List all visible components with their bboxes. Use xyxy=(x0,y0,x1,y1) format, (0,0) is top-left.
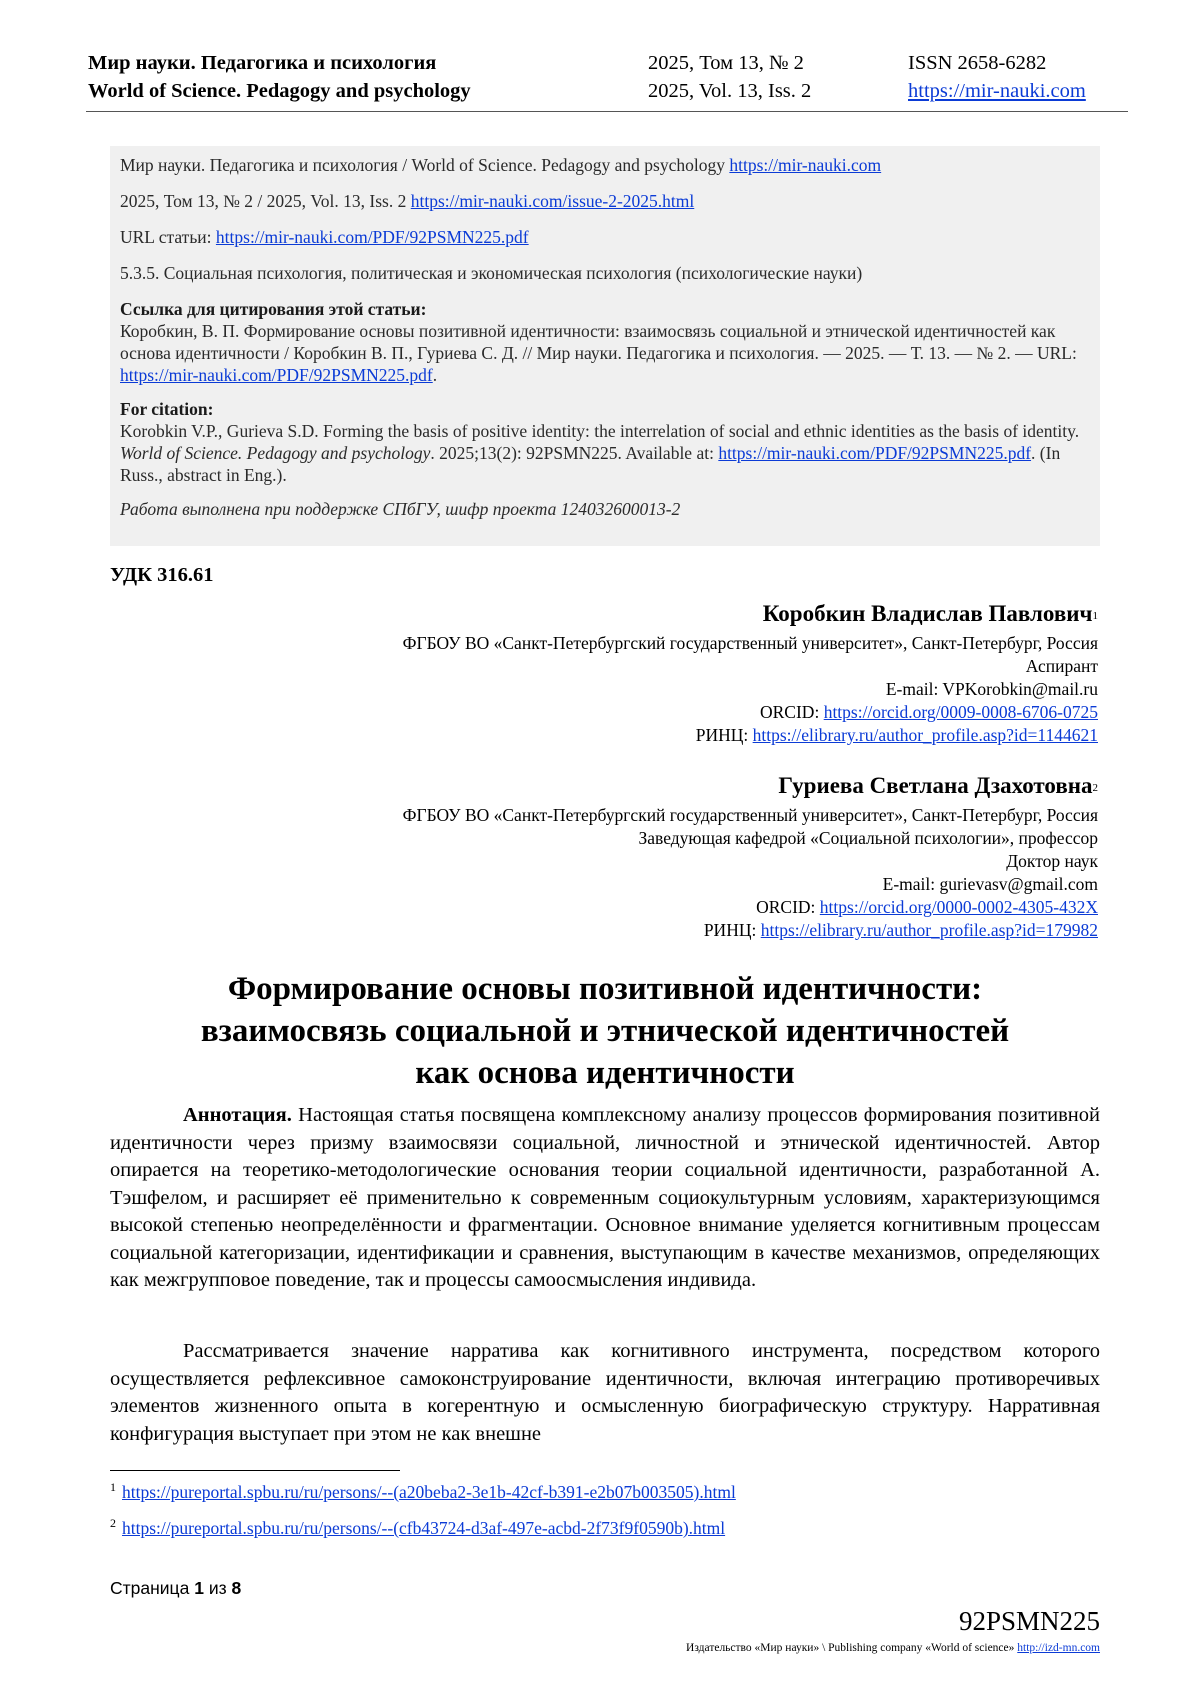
publisher-line: Издательство «Мир науки» \ Publishing company «World of science» http://izd-mn.com xyxy=(686,1642,1100,1654)
footnote-link[interactable]: https://pureportal.spbu.ru/ru/persons/--(cfb43724-d3af-497e-acbd-2f73f9f0590b).html xyxy=(122,1518,726,1538)
citation-ru-link[interactable]: https://mir-nauki.com/PDF/92PSMN225.pdf xyxy=(120,365,433,385)
author-name: Коробкин Владислав Павлович$^1$ xyxy=(762,601,1098,626)
abstract xyxy=(110,1102,1100,1295)
journal-name-en: World of Science. Pedagogy and psychology xyxy=(88,80,471,102)
orcid-link[interactable]: https://orcid.org/0000-0002-4305-432X xyxy=(819,897,1098,917)
citation-en: For citation: Korobkin V.P., Gurieva S.D. Forming the basis of positive identity: the interrelation of social and ethnic identities as the basis of identity. World of Science. Pedagogy and psychology. 2025;13(2): 92PSMN225. Available at: https://mir-nauki.com/PDF/92PSMN225.pdf. (In Russ., abstract in Eng.). xyxy=(120,399,1080,485)
publisher-link[interactable]: http://izd-mn.com xyxy=(1017,1642,1100,1654)
journal-url-link[interactable]: https://mir-nauki.com xyxy=(729,155,882,175)
issue-ru: 2025, Том 13, № 2 xyxy=(648,52,804,74)
rinc-link[interactable]: https://elibrary.ru/author_profile.asp?id=179982 xyxy=(760,920,1098,940)
specialty-line: 5.3.5. Социальная психология, политическая и экономическая психология (психологические науки) xyxy=(120,263,863,283)
author-position: Аспирант xyxy=(1025,656,1098,676)
citation-en-link[interactable]: https://mir-nauki.com/PDF/92PSMN225.pdf xyxy=(718,443,1032,463)
abstract-text: Настоящая статья посвящена комплексному анализу процессов формирования позитивной идентичности через призму взаимосвязи социальной, личностной и этнической идентичностей. Автор опирается на теоретико-методологические основания теории социальной идентичности, разработанной А. Тэшфелом, и расширяет её применительно к современным социокультурным условиям, характеризующимся высокой степенью неопределённости и фрагментации. Основное внимание уделяется когнитивным процессам социальной категоризации, идентификации и сравнения, выступающим в качестве механизмов, определяющих как межгрупповое поведение, так и процессы самоосмысления индивида. xyxy=(110,1104,1100,1291)
issn: ISSN 2658-6282 xyxy=(908,52,1047,74)
abstract-paragraph-2: Рассматривается значение нарратива как когнитивного инструмента, посредством которого осуществляется рефлексивное самоконструирование идентичности, включая интеграцию противоречивых элементов жизненного опыта в когерентную и осмысленную биографическую структуру. Нарративная конфигурация выступает при этом не как внешне xyxy=(110,1340,1100,1445)
citation-ru-heading: Ссылка для цитирования этой статьи: xyxy=(120,299,427,319)
funding-note: Работа выполнена при поддержке СПбГУ, шифр проекта 124032600013-2 xyxy=(120,499,681,519)
author-position: Заведующая кафедрой «Социальной психологии», профессор xyxy=(638,828,1098,848)
citation-ru-text: Коробкин, В. П. Формирование основы позитивной идентичности: взаимосвязь социальной и этнической идентичностей как основа идентичности / Коробкин В. П., Гуриева С. Д. // Мир науки. Педагогика и психология. — 2025. — Т. 13. — № 2. — URL: xyxy=(120,321,1077,363)
journal-site-link[interactable]: https://mir-nauki.com xyxy=(908,80,1086,102)
author-orcid: ORCID: https://orcid.org/0009-0008-6706-0725 xyxy=(760,702,1098,722)
header-divider xyxy=(86,111,1128,112)
footnote-divider xyxy=(110,1470,400,1471)
author-block-2 xyxy=(403,770,1098,942)
citation-en-text: Korobkin V.P., Gurieva S.D. Forming the basis of positive identity: the interrelation of social and ethnic identities as the basis of identity. xyxy=(120,421,1080,441)
article-title: Формирование основы позитивной идентичности: взаимосвязь социальной и этнической идентичностей как основа идентичности xyxy=(200,971,1010,1091)
article-code: 92PSMN225 xyxy=(958,1606,1100,1636)
issue-url-link[interactable]: https://mir-nauki.com/issue-2-2025.html xyxy=(410,191,695,211)
author-orcid: ORCID: https://orcid.org/0000-0002-4305-432X xyxy=(756,897,1098,917)
citation-ru: Ссылка для цитирования этой статьи: Коробкин, В. П. Формирование основы позитивной идентичности: взаимосвязь социальной и этнической идентичностей как основа идентичности / Коробкин В. П., Гуриева С. Д. // Мир науки. Педагогика и психология. — 2025. — Т. 13. — № 2. — URL: https://mir-nauki.com/PDF/92PSMN225.pdf. xyxy=(120,299,1077,385)
author-rinc: РИНЦ: https://elibrary.ru/author_profile.asp?id=1144621 xyxy=(695,725,1098,745)
abstract-label: Аннотация. xyxy=(183,1104,292,1126)
author-email: E-mail: gurievasv@gmail.com xyxy=(882,874,1098,894)
author-name: Гуриева Светлана Дзахотовна$^2$ xyxy=(778,773,1098,798)
author-rinc: РИНЦ: https://elibrary.ru/author_profile.asp?id=179982 xyxy=(703,920,1098,940)
issue-line: 2025, Том 13, № 2 / 2025, Vol. 13, Iss. 2 https://mir-nauki.com/issue-2-2025.html xyxy=(120,191,695,211)
author-block-1 xyxy=(403,598,1098,747)
journal-header xyxy=(88,52,1118,112)
article-url-line: URL статьи: https://mir-nauki.com/PDF/92PSMN225.pdf xyxy=(120,227,529,247)
author-affiliation: ФГБОУ ВО «Санкт-Петербургский государственный университет», Санкт-Петербург, Россия xyxy=(402,805,1098,825)
article-url-link[interactable]: https://mir-nauki.com/PDF/92PSMN225.pdf xyxy=(215,227,529,247)
footnote-1: $^1$ https://pureportal.spbu.ru/ru/persons/--(a20beba2-3e1b-42cf-b391-e2b07b003505).html xyxy=(110,1480,736,1502)
issue-en: 2025, Vol. 13, Iss. 2 xyxy=(648,80,812,102)
udk-code: УДК 316.61 xyxy=(110,564,214,586)
author-email: E-mail: VPKorobkin@mail.ru xyxy=(885,679,1098,699)
footnote-2: $^2$ https://pureportal.spbu.ru/ru/persons/--(cfb43724-d3af-497e-acbd-2f73f9f0590b).html xyxy=(110,1516,726,1538)
rinc-link[interactable]: https://elibrary.ru/author_profile.asp?id=1144621 xyxy=(752,725,1098,745)
author-affiliation: ФГБОУ ВО «Санкт-Петербургский государственный университет», Санкт-Петербург, Россия xyxy=(402,633,1098,653)
journal-name-ru: Мир науки. Педагогика и психология xyxy=(88,52,437,74)
page-number: Страница 1 из 8 xyxy=(110,1578,242,1598)
footnote-link[interactable]: https://pureportal.spbu.ru/ru/persons/--(a20beba2-3e1b-42cf-b391-e2b07b003505).html xyxy=(122,1482,736,1502)
orcid-link[interactable]: https://orcid.org/0009-0008-6706-0725 xyxy=(823,702,1098,722)
author-degree: Доктор наук xyxy=(1006,851,1098,871)
journal-line: Мир науки. Педагогика и психология / World of Science. Pedagogy and psychology https://mir-nauki.com xyxy=(120,155,882,175)
citation-en-heading: For citation: xyxy=(120,399,214,419)
article-info-box xyxy=(110,146,1100,546)
citation-en-journal: World of Science. Pedagogy and psychology xyxy=(120,443,431,463)
